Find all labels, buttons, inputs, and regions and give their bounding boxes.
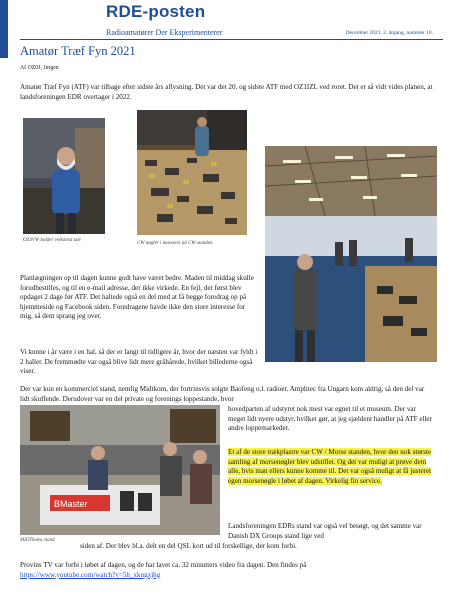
commercial-paragraph: Der var kun en kommerciel stand, nemlig Midtkom, der fortrinsvis solgte Baofeng o.l. radioer. Amplitec fra Ungarn kom aldrig, så den del var lidt skuffende. Derudover var en del private og forenings loppestande, hvor: [20, 385, 425, 403]
video-paragraph-text: Provins TV var forbi i løbet af dagen, og de har lavet ca. 32 minutters video fra dagen. Den findes på: [20, 561, 307, 569]
masthead-accent-bar: [0, 0, 8, 58]
speaker-photo: [23, 118, 105, 234]
video-paragraph: [20, 561, 435, 580]
hall-paragraph: Vi kunne i år være i en hal, så der er langt til tidligere år, hvor der næsten var fyldt i 2 haller. De fremmødte var også blive lidt mere gråhårede, hvilket billederne også viser.: [20, 348, 258, 376]
midtkom-stand-caption: MIDTkoms stand: [20, 538, 55, 543]
article-title: Amatør Træf Fyn 2021: [20, 44, 136, 58]
video-link[interactable]: https://www.youtube.com/watch?v=5h_xkngxjhg: [20, 570, 161, 579]
masthead-rule: [20, 39, 443, 40]
planning-paragraph: Planlægningen op til dagen kunne godt have været bedre. Maden til middag skulle forudbestilles, og til en e-mail adresse, der ikke virkede. En fejl, der først blev opdaget 2 dage før ATF. Det haltede også en del med at få begge foredrag op på hjemmeside og Facebook siden. Foredragene havde ikke den store interesse for mig, så dem sprang jeg over.: [20, 274, 254, 321]
speaker-photo-caption: OZ4VW holder velkomst tale: [23, 238, 81, 243]
hall-photo: [265, 146, 437, 362]
midtkom-stand-photo: [20, 405, 220, 535]
intro-paragraph: Amatør Træf Fyn (ATF) var tilbage efter sidste års aflysning. Det var det 20. og sidste ATF med OZ1IZL ved roret. Det er så vidt vides planen, at landsforeningen EDR overtager i 2022.: [20, 83, 433, 101]
morse-keys-photo: [137, 110, 247, 235]
newsletter-subtitle: Radioamatører Der Eksperimenterer: [106, 28, 223, 37]
museum-paragraph: hovedparten af udstyret nok mest var egnet til et museum. Der var meget lidt nyere udstyr, hvilket gør, at jeg sjældent handler på ATF eller andre loppemarkeder.: [228, 405, 432, 433]
edr-paragraph-end: siden af. Der blev bl.a. delt en del QSL kort ud til forskellige, der kom forbi.: [80, 542, 297, 550]
booth-sign-text: BMaster: [54, 499, 88, 509]
morse-keys-photo-caption: CW nøgler i massevis på CW-standen: [137, 241, 213, 246]
article-byline: Af OZ0J, Jørgen: [20, 65, 59, 71]
newsletter-title: RDE-posten: [106, 2, 206, 21]
edr-paragraph-start: Landsforeningen EDRs stand var også vel besøgt, og det samme var Danish DX Groups stand lige ved: [228, 522, 422, 540]
issue-info: December 2021, 2. årgang, nummer 10.: [345, 30, 433, 36]
cw-stand-paragraph: [228, 448, 432, 486]
cw-stand-highlight: Et af de store trækplastre var CW / Morse standen, hvor den nok største samling af morsenøgler blev udstillet. Og det var muligt at prøve dem alle, hvis man ellers kunne komme til. Det var også muligt at få justeret egen morsenøgle i løbet af dagen. Virkelig fin service.: [228, 448, 432, 485]
